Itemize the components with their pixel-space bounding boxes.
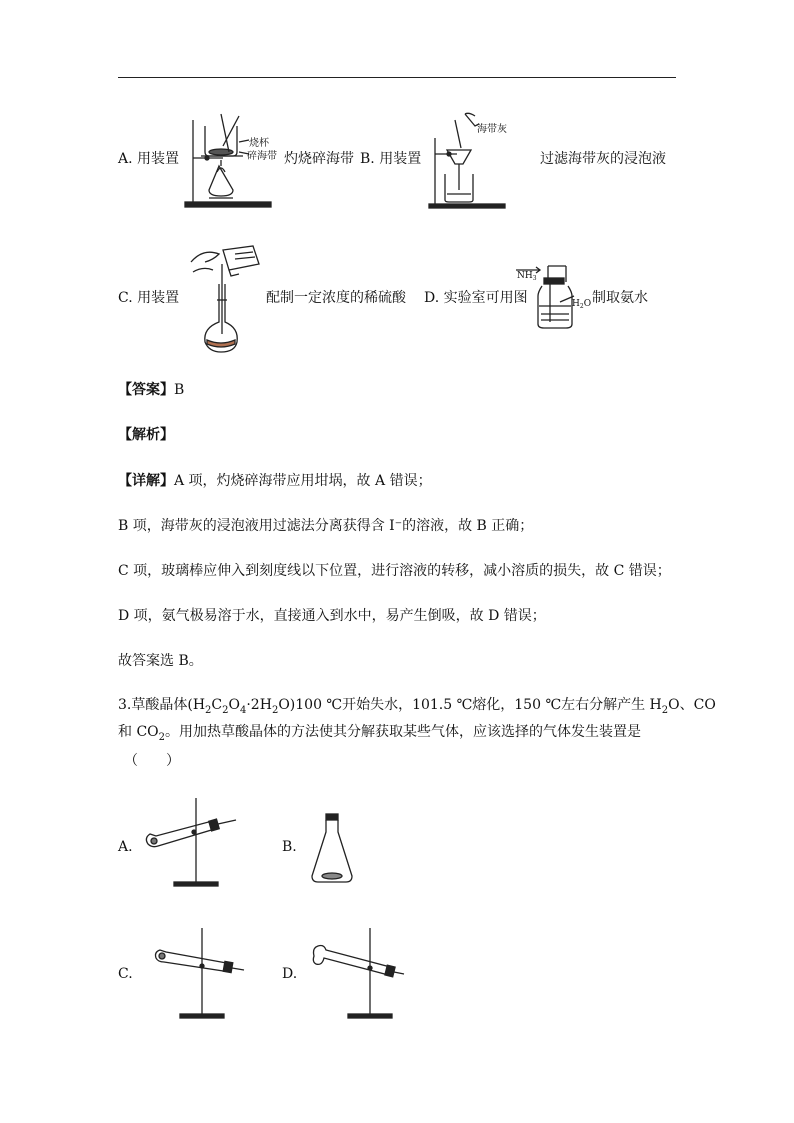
option-c-prefix: C. 用装置	[118, 290, 180, 306]
option-b-prefix: B. 用装置	[360, 151, 422, 167]
option-d-suffix: 制取氨水	[592, 290, 648, 306]
question3-line-1: 3.草酸晶体$(H_2C_2O_4\cdot 2H_2O)100$ ℃开始失水，101.5 ℃熔化，150 ℃左右分解产生 $H_2O$、CO	[118, 697, 716, 716]
detail-line-3: C 项，玻璃棒应伸入到刻度线以下位置，进行溶液的转移，减小溶质的损失，故 C 错误；	[118, 563, 671, 579]
detail-line-2: B 项，海带灰的浸泡液用过滤法分离获得含 I⁻的溶液，故 B 正确；	[118, 518, 534, 534]
option-b-suffix: 过滤海带灰的浸泡液	[540, 151, 666, 167]
seaweed-label: 碎海带	[247, 151, 277, 162]
h2o-label: $H_2O$	[572, 299, 592, 310]
choice-d-label: D.	[282, 966, 298, 982]
answer-label: 【答案】	[118, 382, 174, 398]
choice-c-figure	[150, 926, 250, 1022]
choice-a-label: A.	[118, 839, 133, 855]
option-c-suffix: 配制一定浓度的稀硫酸	[266, 290, 406, 306]
option-a-suffix: 灼烧碎海带	[284, 151, 354, 167]
detail-line-4: D 项，氨气极易溶于水，直接通入到水中，易产生倒吸，故 D 错误；	[118, 608, 546, 624]
question3-line-2: 和 $CO_2$。用加热草酸晶体的方法使其分解获取某些气体，应该选择的气体发生装置是	[118, 724, 642, 743]
choice-b-figure	[308, 810, 356, 884]
filtration-apparatus-figure	[427, 110, 533, 212]
ash-label: 海带灰	[477, 124, 507, 135]
nh3-label: $NH_3$	[517, 271, 537, 282]
option-d-prefix: D. 实验室可用图	[424, 290, 528, 306]
header-rule	[118, 77, 676, 78]
answer-line	[118, 381, 184, 399]
beaker-label: 烧杯	[249, 138, 269, 149]
detail-line-5: 故答案选 B。	[118, 653, 203, 669]
choice-c-label: C.	[118, 966, 133, 982]
burning-apparatus-figure	[183, 112, 285, 210]
answer-value: B	[174, 382, 185, 398]
volumetric-flask-figure	[183, 244, 265, 356]
detail-line-1: 【详解】A 项，灼烧碎海带应用坩埚，故 A 错误；	[118, 473, 432, 489]
gas-washing-bottle-figure	[514, 262, 590, 330]
question3-blank: （ ）	[124, 753, 180, 769]
choice-a-figure	[140, 796, 244, 890]
choice-b-label: B.	[282, 839, 297, 855]
analysis-label: 【解析】	[118, 427, 174, 443]
choice-d-figure	[306, 926, 410, 1022]
option-a-prefix: A. 用装置	[118, 151, 180, 167]
